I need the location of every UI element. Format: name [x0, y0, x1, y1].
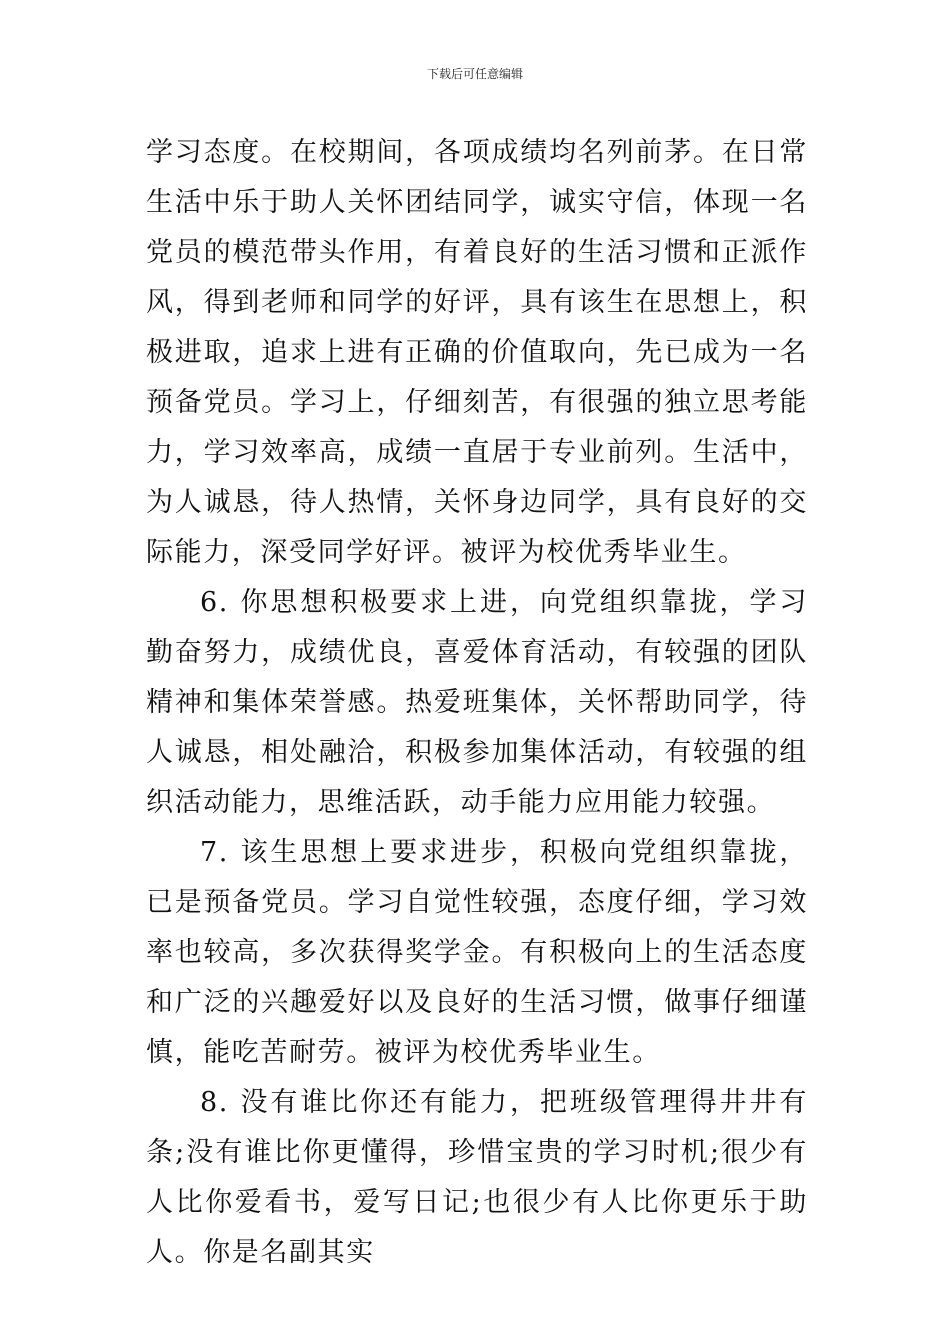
document-body: [146, 128, 808, 1278]
paragraph-3: 7. 该生思想上要求进步，积极向党组织靠拢，已是预备党员。学习自觉性较强，态度仔细，学习效率也较高，多次获得奖学金。有积极向上的生活态度和广泛的兴趣爱好以及良好的生活习惯，做事仔细谨慎，能吃苦耐劳。被评为校优秀毕业生。: [146, 837, 808, 1068]
header-note: 下载后可任意编辑: [426, 67, 523, 81]
paragraph-4: 8. 没有谁比你还有能力，把班级管理得井井有条;没有谁比你更懂得，珍惜宝贵的学习时机;很少有人比你爱看书，爱写日记;也很少有人比你更乐于助人。你是名副其实: [146, 1087, 808, 1268]
paragraph-2: 6. 你思想积极要求上进，向党组织靠拢，学习勤奋努力，成绩优良，喜爱体育活动，有较强的团队精神和集体荣誉感。热爱班集体，关怀帮助同学，待人诚恳，相处融洽，积极参加集体活动，有较强的组织活动能力，思维活跃，动手能力应用能力较强。: [146, 587, 808, 818]
paragraph-1: 学习态度。在校期间，各项成绩均名列前茅。在日常生活中乐于助人关怀团结同学，诚实守信，体现一名党员的模范带头作用，有着良好的生活习惯和正派作风，得到老师和同学的好评，具有该生在思想上，积极进取，追求上进有正确的价值取向，先已成为一名预备党员。学习上，仔细刻苦，有很强的独立思考能力，学习效率高，成绩一直居于专业前列。生活中，为人诚恳，待人热情，关怀身边同学，具有良好的交际能力，深受同学好评。被评为校优秀毕业生。: [146, 137, 808, 568]
